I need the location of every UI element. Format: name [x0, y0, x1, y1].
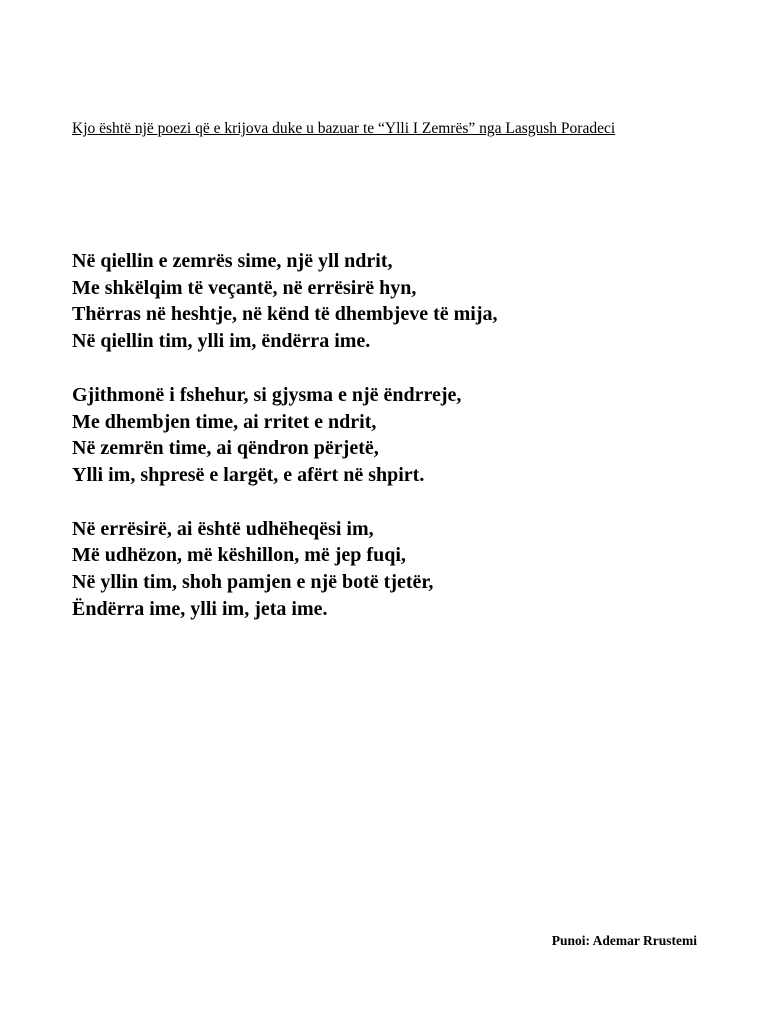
poem-line: Në qiellin e zemrës sime, një yll ndrit,	[72, 250, 393, 272]
poem-line: Në qiellin tim, ylli im, ëndërra ime.	[72, 330, 371, 353]
poem-line: Në errësirë, ai është udhëheqësi im,	[72, 517, 374, 540]
poem-stanza	[72, 516, 712, 623]
poem-line: Thërras në heshtje, në kënd të dhembjeve të mija,	[72, 303, 498, 326]
poem-line: Ylli im, shpresë e largët, e afërt në shpirt.	[72, 463, 425, 486]
poem-line: Në yllin tim, shoh pamjen e një botë tjetër,	[72, 571, 434, 594]
poem-line: Ëndërra ime, ylli im, jeta ime.	[72, 597, 328, 620]
poem-line: Gjithmonë i fshehur, si gjysma e një ëndrreje,	[72, 383, 462, 406]
author-signature: Punoi: Ademar Rrustemi	[551, 933, 697, 948]
poem-line: Më udhëzon, më këshillon, më jep fuqi,	[72, 544, 406, 567]
poem-stanza	[72, 382, 712, 489]
intro-text: Kjo është një poezi që e krijova duke u bazuar te “Ylli I Zemrës” nga Lasgush Poradeci	[72, 120, 616, 137]
poem-line: Me shkëlqim të veçantë, në errësirë hyn,	[72, 276, 417, 299]
poem-line: Në zemrën time, ai qëndron përjetë,	[72, 437, 379, 460]
poem	[72, 248, 712, 649]
poem-stanza	[72, 248, 712, 355]
poem-line: Me dhembjen time, ai rritet e ndrit,	[72, 410, 377, 433]
